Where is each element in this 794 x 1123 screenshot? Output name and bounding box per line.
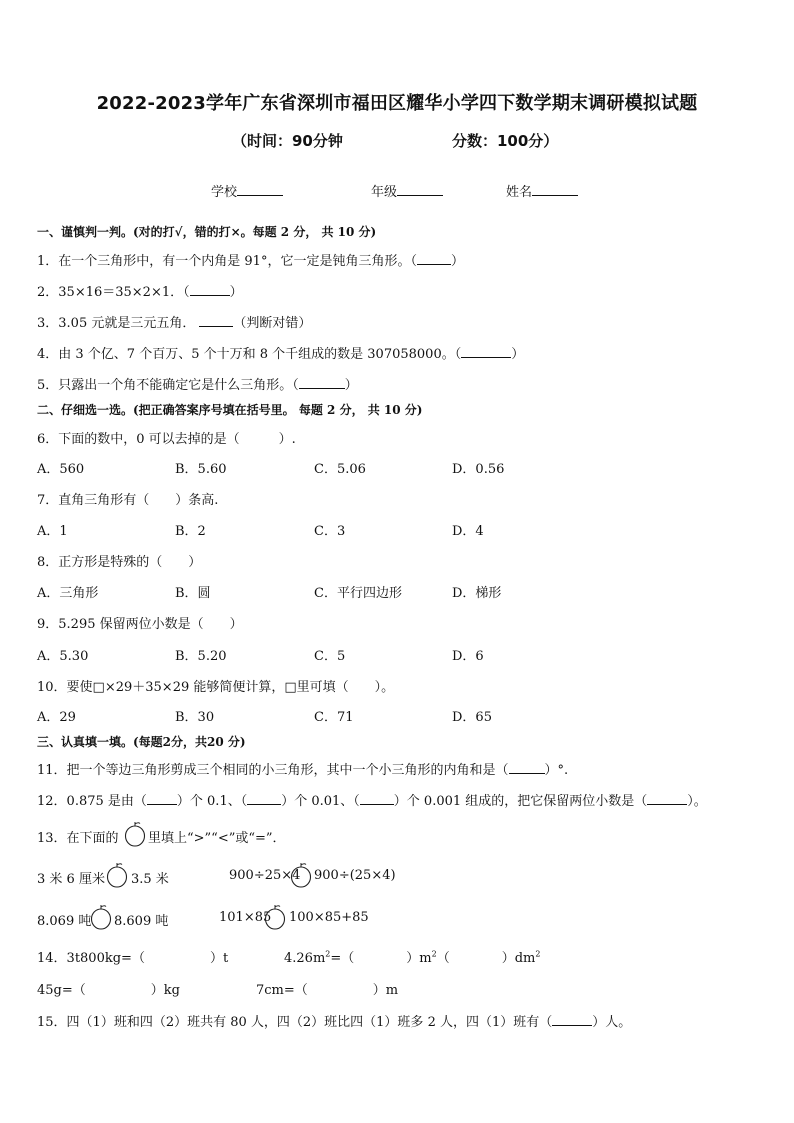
option-b[interactable]: B．5.60 bbox=[175, 462, 227, 477]
compare-left: 3 米 6 厘米 bbox=[37, 872, 105, 887]
grade-blank[interactable] bbox=[397, 183, 443, 196]
answer-blank[interactable] bbox=[199, 314, 233, 327]
answer-blank[interactable] bbox=[360, 792, 394, 805]
section-1-heading: 一、谨慎判一判。(对的打√，错的打×。每题 2 分， 共 10 分) bbox=[37, 225, 377, 239]
question-7: 7．直角三角形有（ ）条高. bbox=[37, 493, 219, 508]
question-3: 3．3.05 元就是三元五角． （判断对错） bbox=[37, 316, 312, 331]
answer-blank[interactable] bbox=[190, 283, 230, 296]
section-2-heading: 二、仔细选一选。(把正确答案序号填在括号里。 每题 2 分， 共 10 分) bbox=[37, 403, 423, 417]
question-2: 2．35×16＝35×2×1．（ ） bbox=[37, 285, 243, 300]
question-10: 10．要使□×29＋35×29 能够简便计算，□里可填（ ）。 bbox=[37, 680, 395, 695]
question-8: 8．正方形是特殊的（ ） bbox=[37, 555, 202, 570]
question-13-tail: 里填上“>”“<”或“=”． bbox=[148, 831, 286, 846]
apple-circle-icon[interactable] bbox=[90, 904, 112, 930]
option-c[interactable]: C．5.06 bbox=[314, 462, 366, 477]
name-field[interactable] bbox=[506, 181, 578, 200]
option-a[interactable]: A．560 bbox=[37, 462, 85, 477]
compare-left: 900÷25×4 bbox=[229, 868, 301, 883]
option-b[interactable]: B．2 bbox=[175, 524, 206, 539]
question-9: 9．5.295 保留两位小数是（ ） bbox=[37, 617, 243, 632]
school-field[interactable] bbox=[211, 181, 283, 200]
answer-blank[interactable] bbox=[461, 345, 511, 358]
question-4: 4．由 3 个亿、7 个百万、5 个十万和 8 个千组成的数是 307058000。（ ） bbox=[37, 347, 525, 362]
option-c[interactable]: C．5 bbox=[314, 649, 346, 664]
apple-circle-icon[interactable] bbox=[106, 862, 128, 888]
option-a[interactable]: A．5.30 bbox=[37, 649, 89, 664]
page-title: 2022-2023学年广东省深圳市福田区耀华小学四下数学期末调研模拟试题 bbox=[96, 93, 698, 114]
name-blank[interactable] bbox=[532, 183, 578, 196]
exam-time: （时间：90分钟 bbox=[232, 132, 343, 150]
question-15: 15．四（1）班和四（2）班共有 80 人，四（2）班比四（1）班多 2 人，四（1）班有（ ）人。 bbox=[37, 1015, 632, 1030]
question-12: 12．0.875 是由（ ）个 0.1、（ ）个 0.01、（ ）个 0.001 组成的，把它保留两位小数是（ ）。 bbox=[37, 794, 707, 809]
answer-blank[interactable] bbox=[147, 792, 177, 805]
option-d[interactable]: D．65 bbox=[452, 710, 492, 725]
answer-blank[interactable] bbox=[509, 761, 545, 774]
answer-blank[interactable] bbox=[247, 792, 281, 805]
name-label: 姓名 bbox=[506, 185, 533, 200]
option-b[interactable]: B．30 bbox=[175, 710, 215, 725]
section-3-heading: 三、认真填一填。(每题2分，共20 分) bbox=[37, 735, 246, 749]
compare-right: 8.609 吨 bbox=[114, 914, 169, 929]
apple-circle-icon[interactable] bbox=[264, 904, 286, 930]
answer-blank[interactable] bbox=[417, 252, 451, 265]
option-b[interactable]: B．圆 bbox=[175, 586, 211, 601]
exam-score: 分数：100分） bbox=[452, 132, 559, 150]
answer-blank[interactable] bbox=[552, 1013, 592, 1026]
question-6: 6．下面的数中，0 可以去掉的是（ ）. bbox=[37, 432, 296, 447]
question-14-a: 14．3t800kg=（ ）t bbox=[37, 951, 229, 966]
question-14-d: 7cm=（ ）m bbox=[256, 983, 399, 998]
grade-field[interactable] bbox=[371, 181, 443, 200]
compare-right: 3.5 米 bbox=[131, 872, 169, 887]
answer-blank[interactable] bbox=[299, 376, 345, 389]
school-label: 学校 bbox=[211, 185, 238, 200]
question-14-b: $4.26m^2=$（ ）$m^2$（ ）$dm^2$ bbox=[284, 949, 541, 966]
school-blank[interactable] bbox=[237, 183, 283, 196]
compare-right: 900÷(25×4) bbox=[314, 868, 396, 883]
option-c[interactable]: C．3 bbox=[314, 524, 346, 539]
compare-left: 8.069 吨 bbox=[37, 914, 92, 929]
option-a[interactable]: A．29 bbox=[37, 710, 76, 725]
question-1: 1．在一个三角形中，有一个内角是 91°，它一定是钝角三角形。（ ） bbox=[37, 254, 464, 269]
option-c[interactable]: C．71 bbox=[314, 710, 354, 725]
apple-circle-icon[interactable] bbox=[290, 862, 312, 888]
question-13-lead: 13．在下面的 bbox=[37, 831, 119, 846]
option-b[interactable]: B．5.20 bbox=[175, 649, 227, 664]
compare-left: 101×85 bbox=[219, 910, 272, 925]
compare-right: 100×85+85 bbox=[289, 910, 369, 925]
question-14-c: 45g=（ ）kg bbox=[37, 983, 180, 998]
question-11: 11．把一个等边三角形剪成三个相同的小三角形，其中一个小三角形的内角和是（ ）°. bbox=[37, 763, 569, 778]
apple-circle-icon bbox=[124, 821, 146, 847]
option-d[interactable]: D．6 bbox=[452, 649, 484, 664]
answer-blank[interactable] bbox=[647, 792, 687, 805]
option-d[interactable]: D．梯形 bbox=[452, 586, 502, 601]
option-a[interactable]: A．1 bbox=[37, 524, 68, 539]
option-d[interactable]: D．0.56 bbox=[452, 462, 505, 477]
grade-label: 年级 bbox=[371, 185, 398, 200]
question-5: 5．只露出一个角不能确定它是什么三角形。（ ） bbox=[37, 378, 358, 393]
option-d[interactable]: D．4 bbox=[452, 524, 484, 539]
option-c[interactable]: C．平行四边形 bbox=[314, 586, 402, 601]
option-a[interactable]: A．三角形 bbox=[37, 586, 99, 601]
